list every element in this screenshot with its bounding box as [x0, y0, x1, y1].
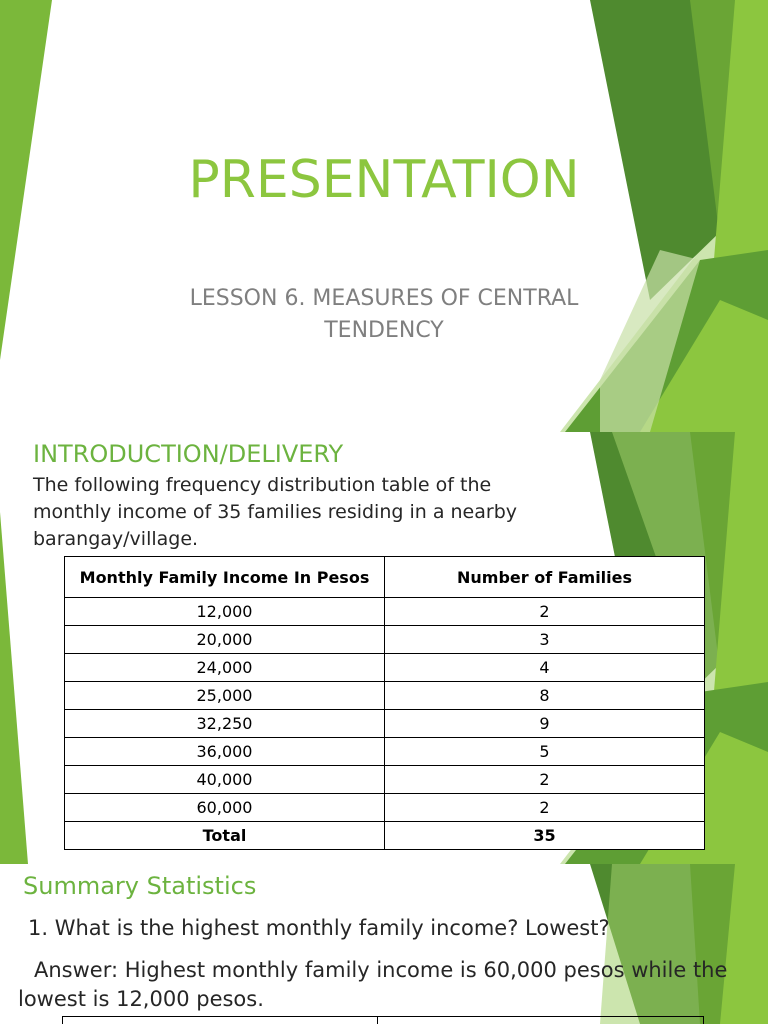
- table-row: [65, 738, 705, 766]
- column-header-income: Monthly Family Income In Pesos: [65, 557, 385, 598]
- table-row: [65, 766, 705, 794]
- families-cell: 8: [385, 682, 705, 710]
- question-text: 1. What is the highest monthly family income? Lowest?: [28, 916, 610, 940]
- families-cell: 3: [385, 626, 705, 654]
- title-slide: [0, 0, 768, 432]
- income-cell: 20,000: [65, 626, 385, 654]
- total-label: Total: [65, 822, 385, 850]
- introduction-slide: [0, 432, 768, 864]
- lesson-subtitle: LESSON 6. MEASURES OF CENTRAL TENDENCY: [189, 286, 579, 343]
- income-cell: 25,000: [65, 682, 385, 710]
- presentation-title: PRESENTATION: [188, 150, 580, 210]
- section-heading: INTRODUCTION/DELIVERY: [33, 440, 344, 468]
- table-header-row: [65, 557, 705, 598]
- answer-text: Answer: Highest monthly family income is 60,000 pesos while the lowest is 12,000 pesos.: [18, 958, 728, 1011]
- column-header-families: Number of Families: [385, 557, 705, 598]
- table-row: [65, 710, 705, 738]
- frequency-table: [64, 556, 705, 850]
- table-total-row: [65, 822, 705, 850]
- total-value: 35: [385, 822, 705, 850]
- summary-slide: [0, 864, 768, 1024]
- families-cell: 5: [385, 738, 705, 766]
- income-cell: 32,250: [65, 710, 385, 738]
- income-cell: 60,000: [65, 794, 385, 822]
- table-row: [65, 654, 705, 682]
- table-row: [65, 626, 705, 654]
- partial-table-edge: [62, 1016, 704, 1024]
- income-cell: 24,000: [65, 654, 385, 682]
- income-cell: 12,000: [65, 598, 385, 626]
- table-row: [65, 598, 705, 626]
- summary-heading: Summary Statistics: [23, 872, 257, 900]
- families-cell: 4: [385, 654, 705, 682]
- slide-decoration: [0, 0, 768, 432]
- families-cell: 2: [385, 598, 705, 626]
- families-cell: 9: [385, 710, 705, 738]
- table-row: [65, 794, 705, 822]
- income-cell: 40,000: [65, 766, 385, 794]
- income-cell: 36,000: [65, 738, 385, 766]
- families-cell: 2: [385, 766, 705, 794]
- intro-paragraph: The following frequency distribution table of the monthly income of 35 families residing in a nearby barangay/village.: [33, 474, 518, 550]
- families-cell: 2: [385, 794, 705, 822]
- table-row: [65, 682, 705, 710]
